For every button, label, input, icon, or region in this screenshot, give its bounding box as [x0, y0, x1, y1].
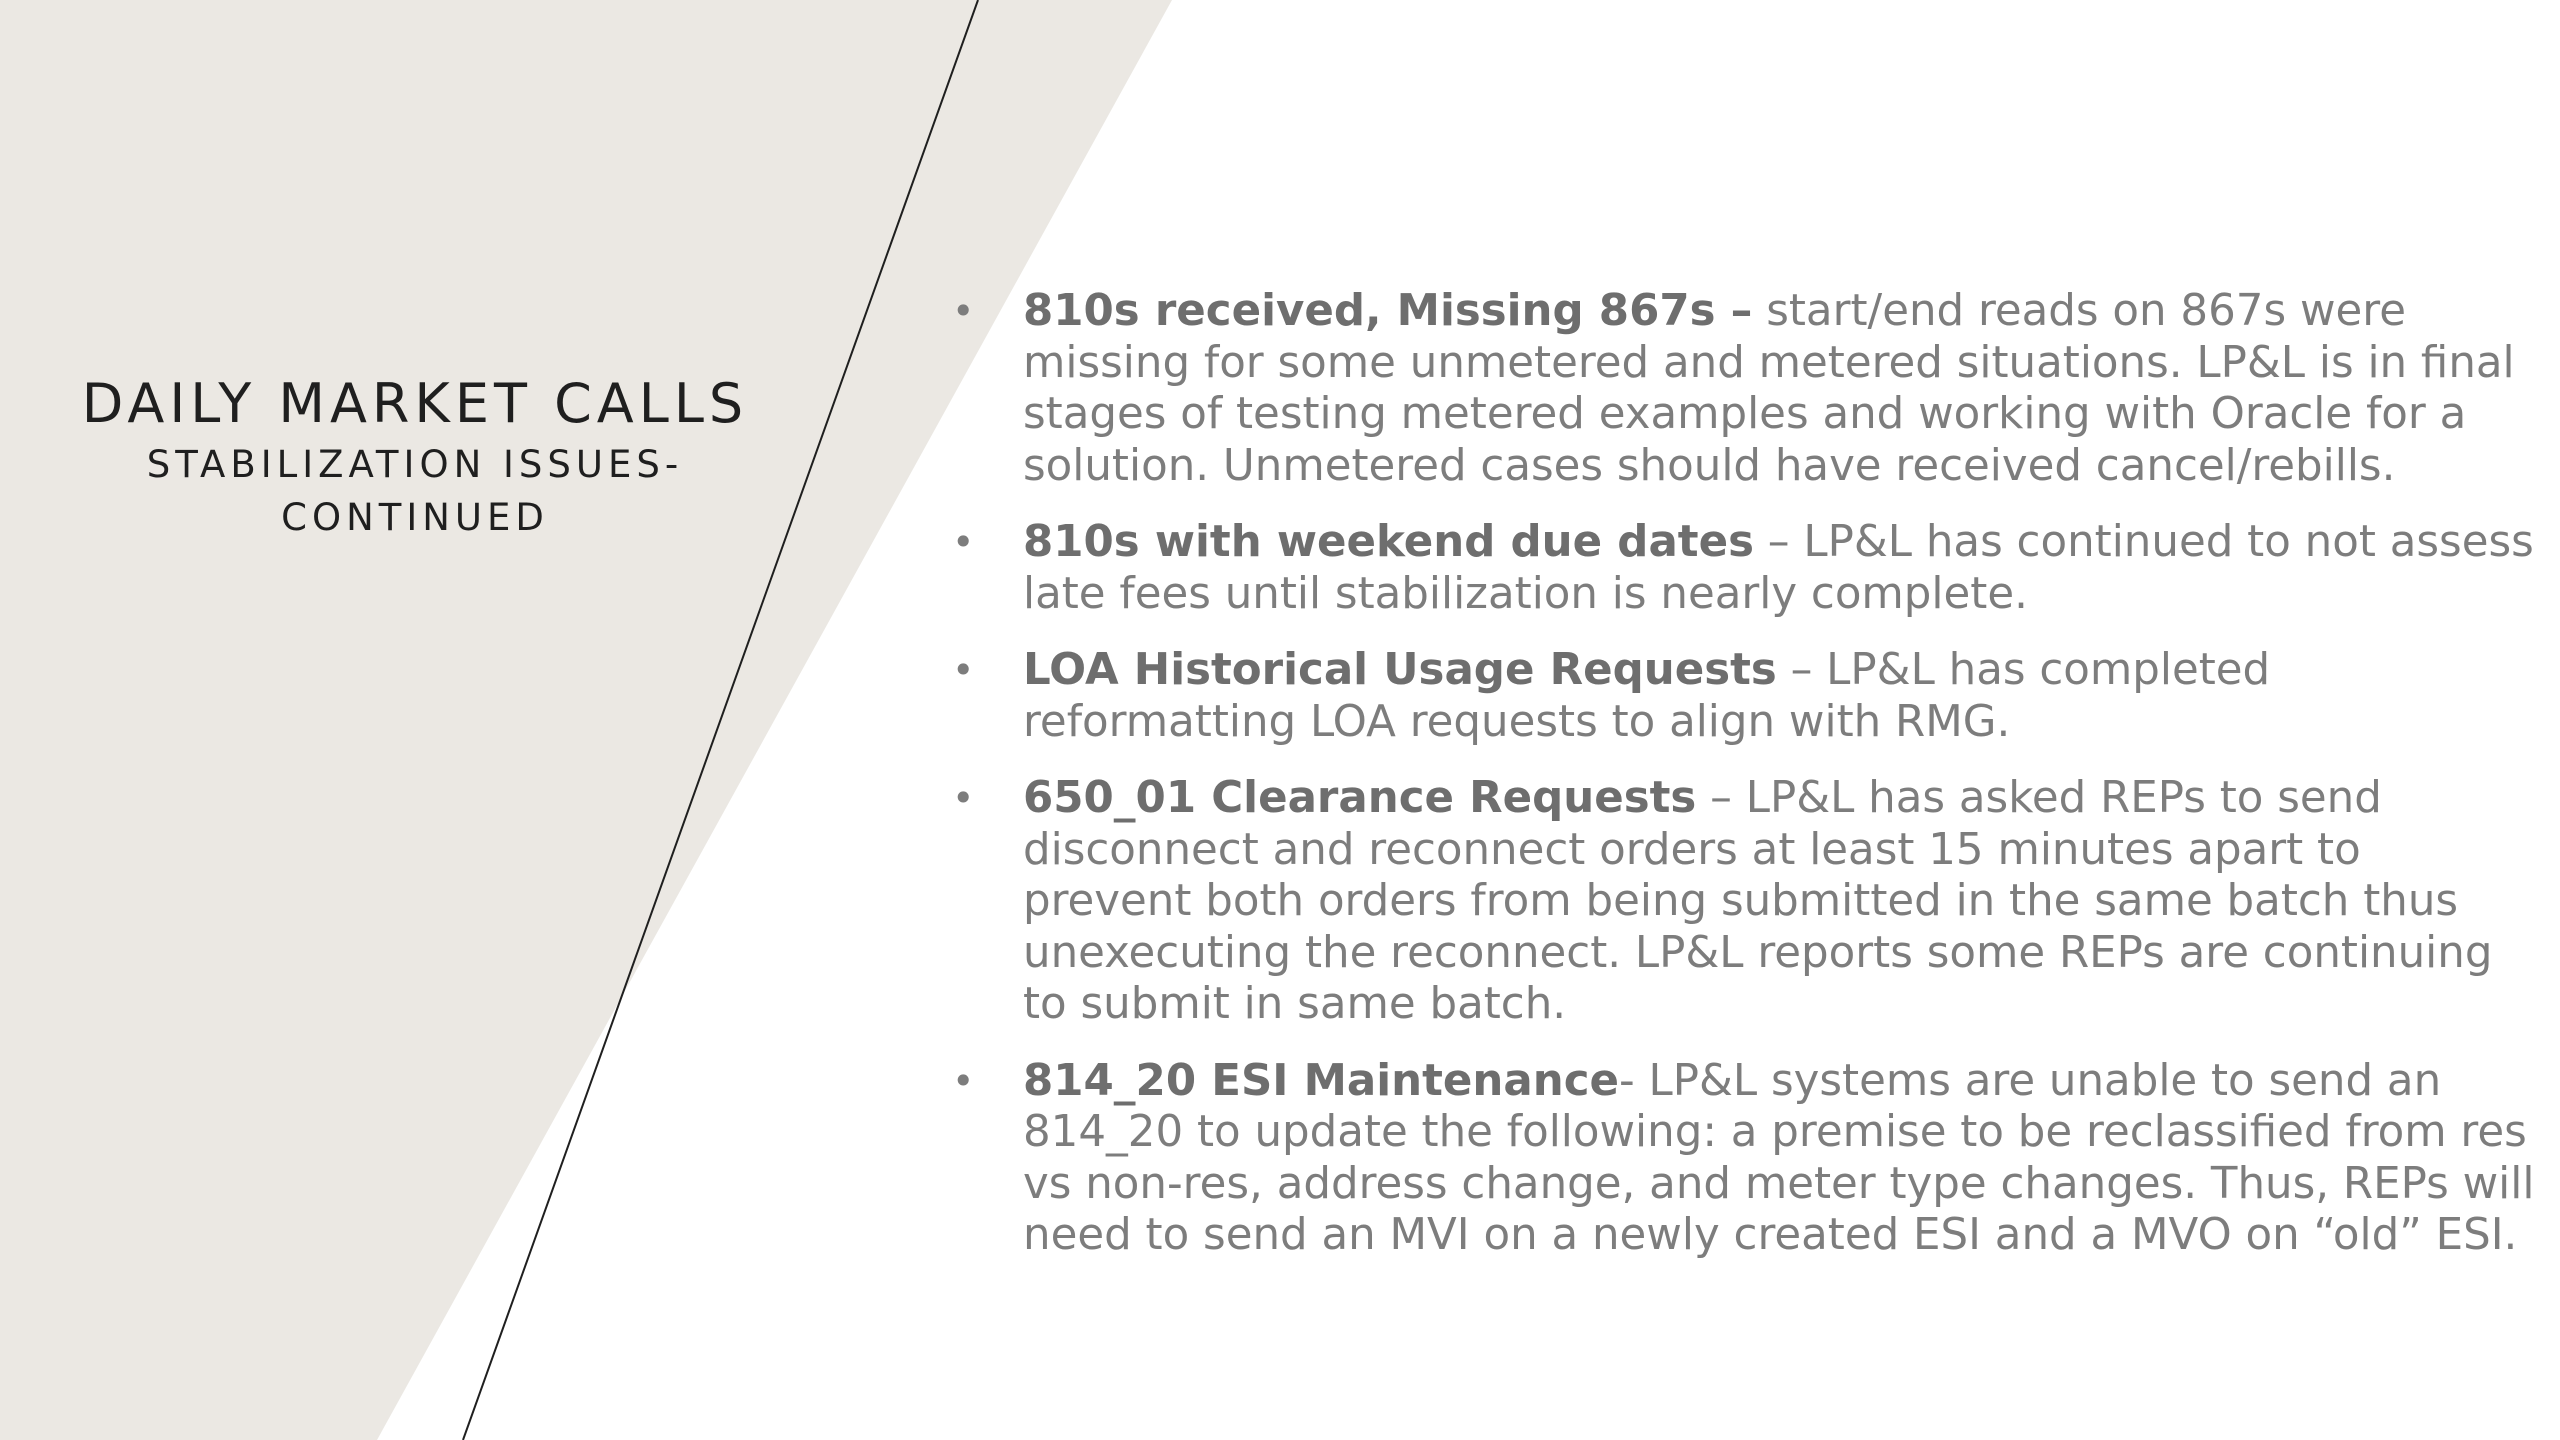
bullet-text: – LP&L has continued to not assess late fees until stabilization is nearly complete.	[1023, 517, 2534, 619]
bullet-dot-icon: •	[952, 776, 975, 820]
bullet-item	[940, 517, 2540, 620]
title-block	[30, 370, 800, 545]
bullet-dot-icon: •	[952, 1058, 975, 1103]
bullet-dot-icon: •	[952, 520, 975, 564]
bullet-text: – LP&L has completed reformatting LOA requests to align with RMG.	[1023, 645, 2271, 747]
slide-title: DAILY MARKET CALLS	[81, 372, 749, 435]
content-area	[940, 286, 2540, 1287]
bullet-heading: LOA Historical Usage Requests	[1023, 645, 1777, 695]
bullet-list	[940, 286, 2540, 1262]
bullet-heading: 810s with weekend due dates	[1023, 517, 1754, 567]
slide-subtitle	[30, 438, 800, 545]
slide-subtitle-text: STABILIZATION ISSUES- CONTINUED	[146, 442, 684, 540]
bullet-text: start/end reads on 867s were missing for some unmetered and metered situations. LP&L is in final stages of testing metered examples and working with Oracle for a solution. Unmetered cases should have received cancel/rebills.	[1023, 286, 2515, 491]
bullet-item	[940, 645, 2540, 748]
bullet-dot-icon: •	[952, 289, 975, 333]
bullet-text: – LP&L has asked REPs to send disconnect and reconnect orders at least 15 minutes apart to prevent both orders from being submitted in the same batch thus unexecuting the reconnect. LP&L reports some REPs are continuing to submit in same batch.	[1023, 773, 2493, 1029]
bullet-item	[940, 1056, 2540, 1262]
bullet-item	[940, 773, 2540, 1031]
bullet-text: - LP&L systems are unable to send an 814_20 to update the following: a premise to be reclassified from res vs non-res, address change, and meter type changes. Thus, REPs will need to send an MVI on a newly created ESI and a MVO on “old” ESI.	[1023, 1055, 2535, 1260]
bullet-item	[940, 286, 2540, 492]
bullet-dot-icon: •	[952, 648, 975, 692]
bullet-heading: 650_01 Clearance Requests	[1023, 773, 1697, 823]
bullet-heading: 810s received, Missing 867s –	[1023, 286, 1753, 336]
bullet-heading: 814_20 ESI Maintenance	[1023, 1055, 1620, 1106]
